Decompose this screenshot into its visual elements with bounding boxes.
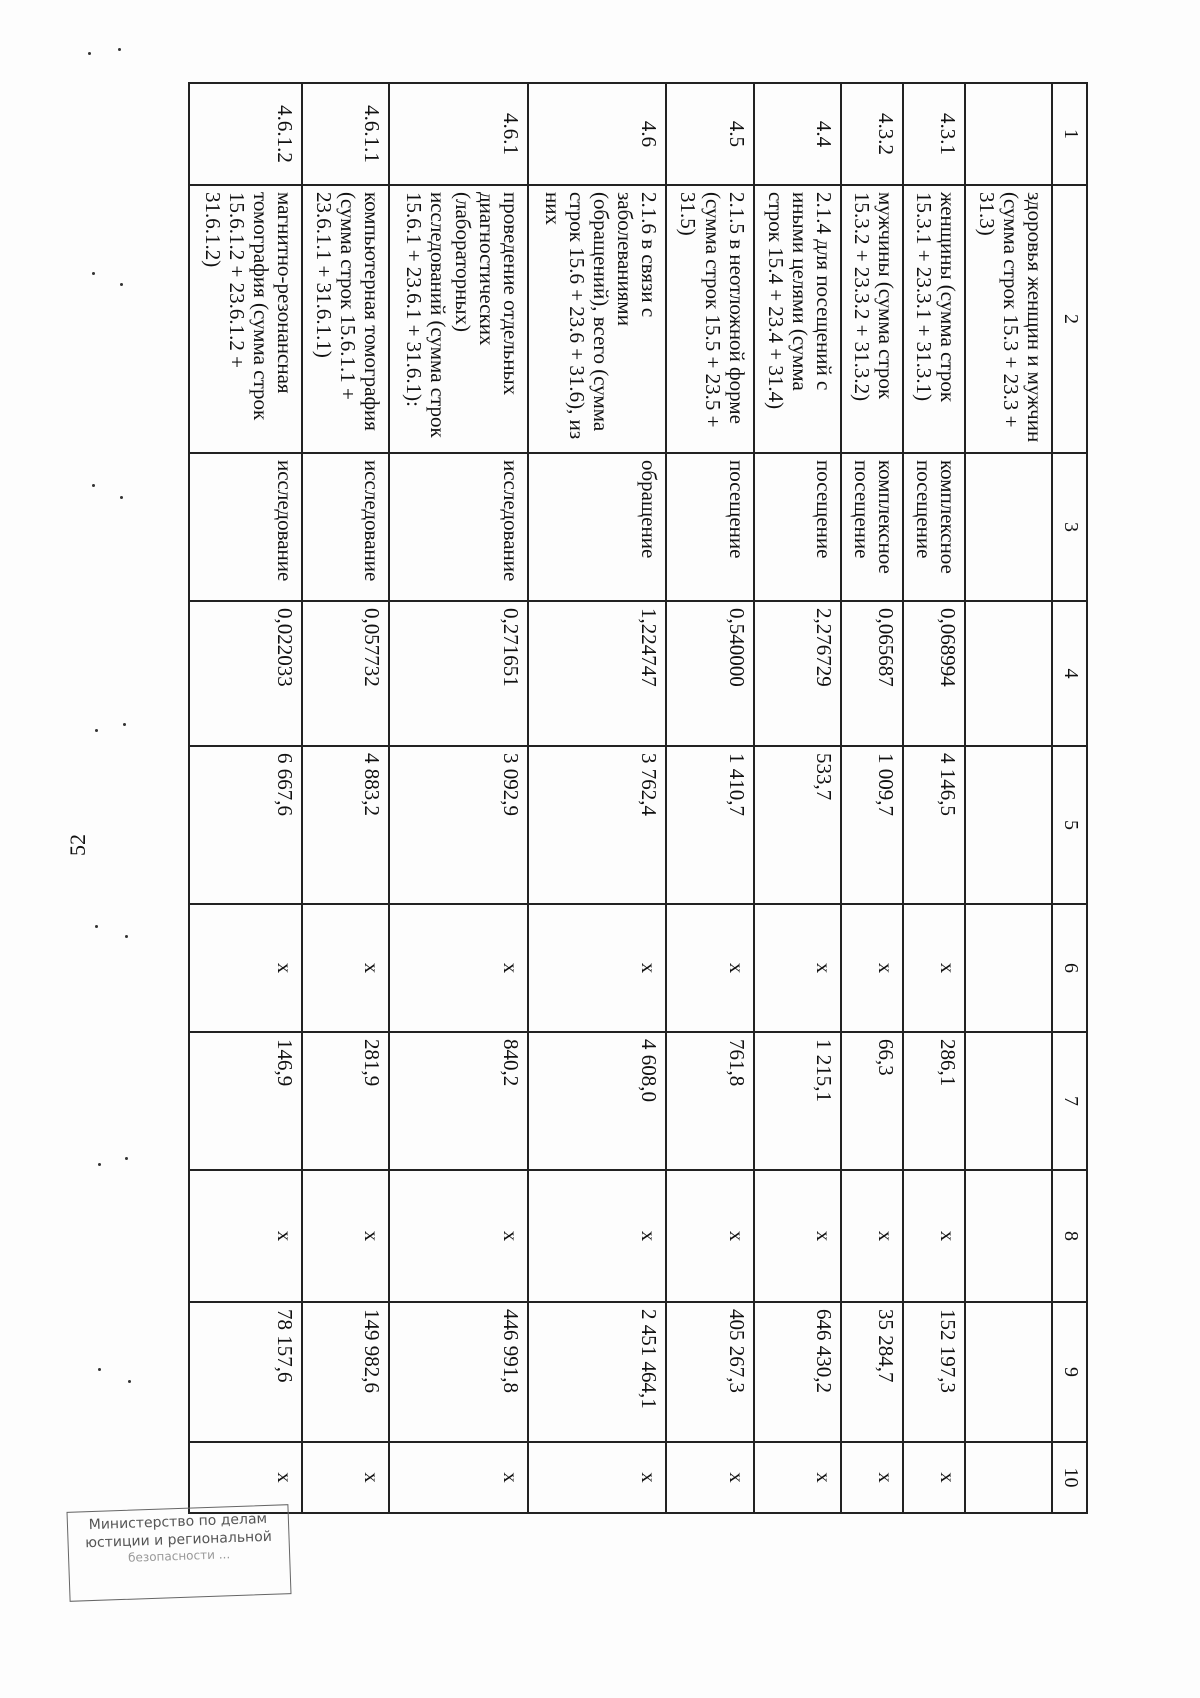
table-cell-cost (965, 746, 1052, 904)
table-cell-col-10: х (528, 1442, 667, 1513)
table-cell-col-9: 35 284,7 (841, 1302, 903, 1442)
header-cell: 8 (1052, 1170, 1087, 1302)
table-cell-norm: 0,057732 (302, 601, 389, 746)
table-cell-col-10 (965, 1442, 1052, 1513)
table-cell-unit: исследование (189, 453, 302, 601)
table-cell-col-9: 78 157,6 (189, 1302, 302, 1442)
scan-speck (128, 1380, 131, 1383)
table-cell-col-6: х (666, 904, 753, 1032)
table-cell-col-7: 286,1 (903, 1032, 965, 1170)
table-row (528, 83, 667, 1513)
table-cell-col-7: 761,8 (666, 1032, 753, 1170)
page-number: 52 (65, 834, 90, 856)
table-cell-row-name: 2.1.6 в связи с заболеваниями (обращений), всего (сумма строк 15.6 + 23.6 + 31.6), из них (528, 185, 667, 453)
stamp-line: безопасности ... (127, 1547, 231, 1566)
table-cell-col-7 (965, 1032, 1052, 1170)
table-cell-row-name: женщины (сумма строк 15.3.1 + 23.3.1 + 31.3.1) (903, 185, 965, 453)
table-cell-row-code: 4.3.2 (841, 83, 903, 185)
table-cell-row-code: 4.6.1 (389, 83, 528, 185)
ministry-stamp (66, 1504, 291, 1602)
table-cell-col-8: х (302, 1170, 389, 1302)
table-cell-row-code (965, 83, 1052, 185)
scan-speck (98, 1163, 101, 1166)
stamp-line: юстиции и региональной (84, 1528, 273, 1552)
table-cell-col-9 (965, 1302, 1052, 1442)
table-cell-col-8: х (903, 1170, 965, 1302)
table-cell-col-8: х (389, 1170, 528, 1302)
table-cell-col-9: 2 451 464,1 (528, 1302, 667, 1442)
scan-speck (123, 723, 126, 726)
table-cell-col-10: х (903, 1442, 965, 1513)
table-cell-cost: 4 146,5 (903, 746, 965, 904)
table-cell-col-6: х (302, 904, 389, 1032)
table-cell-unit: исследование (389, 453, 528, 601)
table-cell-col-9: 152 197,3 (903, 1302, 965, 1442)
table-cell-norm: 0,065687 (841, 601, 903, 746)
table-cell-col-6: х (389, 904, 528, 1032)
table-cell-row-name: компьютерная томография (сумма строк 15.6.1.1 + 23.6.1.1 + 31.6.1.1) (302, 185, 389, 453)
header-cell: 10 (1052, 1442, 1087, 1513)
table-cell-row-code: 4.6 (528, 83, 667, 185)
table-cell-cost: 6 667,6 (189, 746, 302, 904)
table-cell-col-6 (965, 904, 1052, 1032)
scan-speck (92, 484, 95, 487)
table-cell-cost: 4 883,2 (302, 746, 389, 904)
table-row (666, 83, 753, 1513)
table-cell-col-9: 149 982,6 (302, 1302, 389, 1442)
scan-speck (88, 52, 91, 55)
header-cell: 2 (1052, 185, 1087, 453)
scan-speck (125, 1157, 128, 1160)
table-cell-col-10: х (754, 1442, 841, 1513)
table-cell-norm: 0,540000 (666, 601, 753, 746)
table-cell-col-8 (965, 1170, 1052, 1302)
table-row (302, 83, 389, 1513)
table-cell-col-6: х (189, 904, 302, 1032)
header-cell: 5 (1052, 746, 1087, 904)
data-table (188, 82, 1088, 1514)
table-cell-col-10: х (389, 1442, 528, 1513)
table-cell-row-name: 2.1.4 для посещений с иными целями (сумма строк 15.4 + 23.4 + 31.4) (754, 185, 841, 453)
scan-speck (95, 729, 98, 732)
scan-speck (125, 935, 128, 938)
table-cell-col-8: х (841, 1170, 903, 1302)
table-cell-norm (965, 601, 1052, 746)
table-cell-col-6: х (841, 904, 903, 1032)
table-cell-col-10: х (302, 1442, 389, 1513)
table-cell-col-6: х (754, 904, 841, 1032)
table-cell-row-name: 2.1.5 в неотложной форме (сумма строк 15.5 + 23.5 + 31.5) (666, 185, 753, 453)
header-cell: 9 (1052, 1302, 1087, 1442)
scan-speck (92, 272, 95, 275)
table-row (903, 83, 965, 1513)
table-cell-cost: 533,7 (754, 746, 841, 904)
table-cell-col-7: 4 608,0 (528, 1032, 667, 1170)
table-cell-col-8: х (528, 1170, 667, 1302)
stamp-line: Министерство по делам (88, 1510, 268, 1534)
table-cell-col-9: 646 430,2 (754, 1302, 841, 1442)
table-cell-cost: 3 762,4 (528, 746, 667, 904)
table-cell-col-10: х (666, 1442, 753, 1513)
table-cell-row-name: здоровья женщин и мужчин (сумма строк 15.3 + 23.3 + 31.3) (965, 185, 1052, 453)
table-row (754, 83, 841, 1513)
table-cell-col-7: 146,9 (189, 1032, 302, 1170)
table-cell-cost: 1 009,7 (841, 746, 903, 904)
table-cell-norm: 0,271651 (389, 601, 528, 746)
header-cell: 3 (1052, 453, 1087, 601)
scan-speck (120, 496, 123, 499)
table-cell-col-8: х (189, 1170, 302, 1302)
table-cell-row-name: мужчины (сумма строк 15.3.2 + 23.3.2 + 31.3.2) (841, 185, 903, 453)
table-row (841, 83, 903, 1513)
table-cell-col-9: 446 991,8 (389, 1302, 528, 1442)
header-cell: 4 (1052, 601, 1087, 746)
table-cell-cost: 3 092,9 (389, 746, 528, 904)
table-cell-col-9: 405 267,3 (666, 1302, 753, 1442)
header-cell: 1 (1052, 83, 1087, 185)
table-cell-row-code: 4.3.1 (903, 83, 965, 185)
table-cell-col-7: 281,9 (302, 1032, 389, 1170)
table-cell-row-name: проведение отдельных диагностических (лабораторных) исследований (сумма строк 15.6.1 + 23.6.1 + 31.6.1): (389, 185, 528, 453)
table-cell-row-code: 4.6.1.2 (189, 83, 302, 185)
scan-speck (120, 283, 123, 286)
table-cell-row-code: 4.5 (666, 83, 753, 185)
rotated-table-wrapper (188, 82, 1088, 1512)
table-cell-unit: исследование (302, 453, 389, 601)
table-cell-col-7: 1 215,1 (754, 1032, 841, 1170)
table-row (189, 83, 302, 1513)
table-cell-norm: 0,068994 (903, 601, 965, 746)
table-cell-col-8: х (666, 1170, 753, 1302)
table-cell-unit: комплексное посещение (841, 453, 903, 601)
table-cell-unit: обращение (528, 453, 667, 601)
table-cell-col-10: х (841, 1442, 903, 1513)
table-cell-col-8: х (754, 1170, 841, 1302)
table-cell-norm: 2,276729 (754, 601, 841, 746)
table-cell-unit: комплексное посещение (903, 453, 965, 601)
table-cell-col-6: х (528, 904, 667, 1032)
table-cell-norm: 0,022033 (189, 601, 302, 746)
table-cell-col-6: х (903, 904, 965, 1032)
header-cell: 6 (1052, 904, 1087, 1032)
header-cell: 7 (1052, 1032, 1087, 1170)
table-cell-unit (965, 453, 1052, 601)
table-cell-unit: посещение (754, 453, 841, 601)
table-cell-row-code: 4.4 (754, 83, 841, 185)
table-cell-row-name: магнитно-резонансная томография (сумма строк 15.6.1.2 + 23.6.1.2 + 31.6.1.2) (189, 185, 302, 453)
table-cell-col-7: 840,2 (389, 1032, 528, 1170)
table-row (965, 83, 1052, 1513)
table-cell-norm: 1,224747 (528, 601, 667, 746)
table-cell-col-7: 66,3 (841, 1032, 903, 1170)
table-cell-row-code: 4.6.1.1 (302, 83, 389, 185)
table-row (389, 83, 528, 1513)
table-cell-unit: посещение (666, 453, 753, 601)
header-row (1052, 83, 1087, 1513)
table-cell-cost: 1 410,7 (666, 746, 753, 904)
scan-speck (118, 48, 121, 51)
scan-speck (98, 1368, 101, 1371)
table-cell-col-10: х (189, 1442, 302, 1513)
scan-speck (95, 925, 98, 928)
